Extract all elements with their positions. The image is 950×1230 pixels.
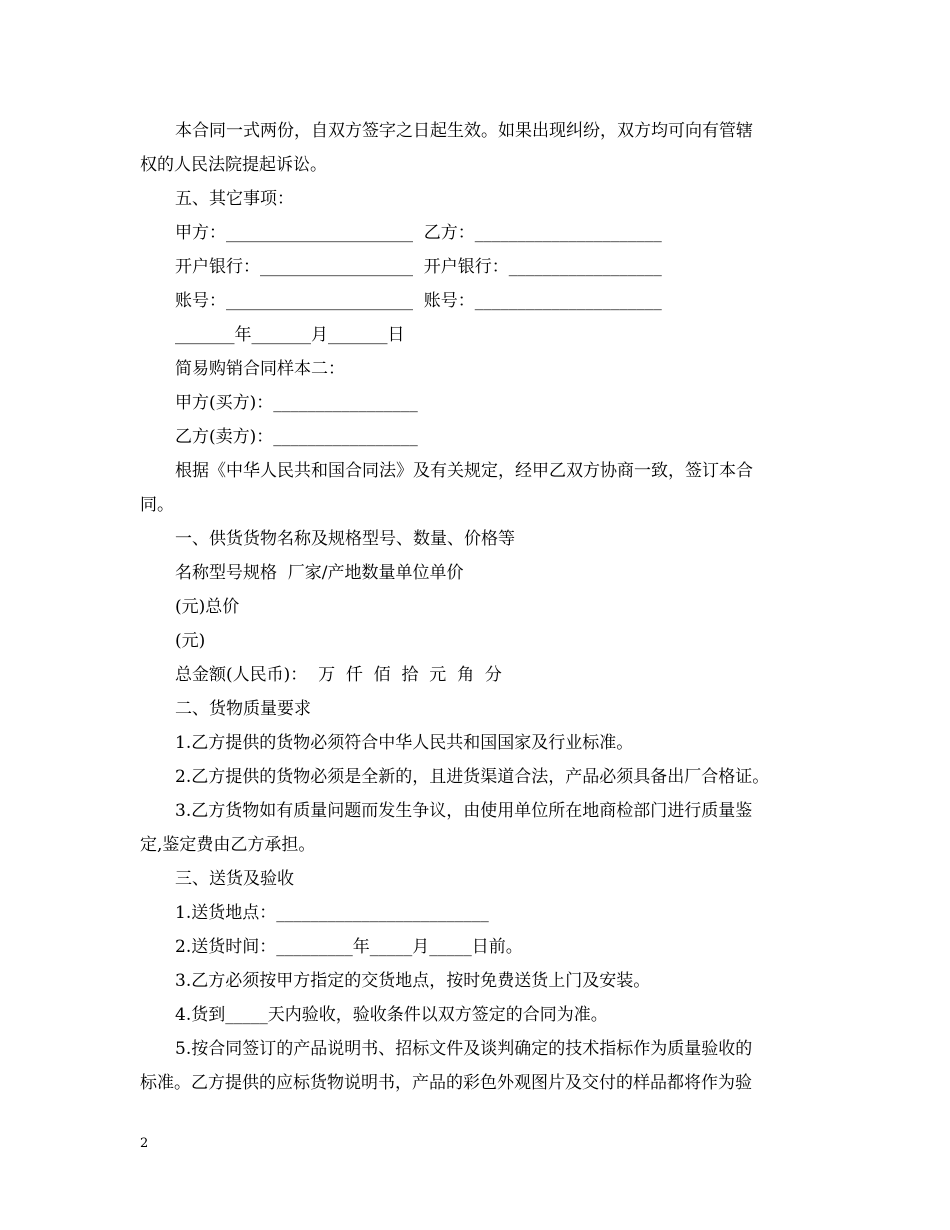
section-heading: 二、货物质量要求 (175, 699, 311, 719)
clause-line: 2.乙方提供的货物必须是全新的，且进货渠道合法，产品必须具备出厂合格证。 (175, 767, 770, 787)
section-heading: 三、送货及验收 (175, 869, 294, 889)
goods-header-line: (元)总价 (175, 597, 240, 617)
paragraph-line: 本合同一式两份，自双方签字之日起生效。如果出现纠纷，双方均可向有管辖 (175, 121, 753, 141)
paragraph-line: 同。 (140, 495, 174, 515)
section-heading: 简易购销合同样本二： (175, 359, 345, 379)
clause-line: 1.送货地点：_________________________ (175, 903, 489, 923)
clause-line: 5.按合同签订的产品说明书、招标文件及谈判确定的技术指标作为质量验收的 (175, 1039, 753, 1059)
buyer-line: 甲方(买方)：_________________ (175, 393, 418, 413)
clause-line: 2.送货时间：_________年_____月_____日前。 (175, 937, 523, 957)
party-signature-line: 甲方：______________________ 乙方：______________________ (175, 223, 662, 243)
total-amount-line: 总金额(人民币)： 万 仟 佰 拾 元 角 分 (175, 665, 502, 685)
account-line: 账号：______________________ 账号：______________________ (175, 291, 662, 311)
clause-line: 4.货到_____天内验收，验收条件以双方签定的合同为准。 (175, 1005, 608, 1025)
goods-header-line: 名称型号规格 厂家/产地数量单位单价 (175, 563, 464, 583)
seller-line: 乙方(卖方)：_________________ (175, 427, 418, 447)
clause-line: 1.乙方提供的货物必须符合中华人民共和国国家及行业标准。 (175, 733, 634, 753)
clause-line: 定,鉴定费由乙方承担。 (140, 835, 316, 855)
clause-line: 标准。乙方提供的应标货物说明书，产品的彩色外观图片及交付的样品都将作为验 (140, 1073, 752, 1093)
page-number: 2 (140, 1136, 149, 1151)
clause-line: 3.乙方货物如有质量问题而发生争议，由使用单位所在地商检部门进行质量鉴 (175, 801, 753, 821)
clause-line: 3.乙方必须按甲方指定的交货地点，按时免费送货上门及安装。 (175, 971, 651, 991)
section-heading: 五、其它事项： (175, 189, 294, 209)
date-line: _______年_______月_______日 (175, 325, 405, 345)
goods-header-line: (元) (175, 631, 206, 651)
section-heading: 一、供货货物名称及规格型号、数量、价格等 (175, 529, 515, 549)
paragraph-line: 根据《中华人民共和国合同法》及有关规定，经甲乙双方协商一致，签订本合 (175, 461, 753, 481)
paragraph-line: 权的人民法院提起诉讼。 (140, 155, 327, 175)
bank-line: 开户银行：__________________ 开户银行：__________________ (175, 257, 662, 277)
